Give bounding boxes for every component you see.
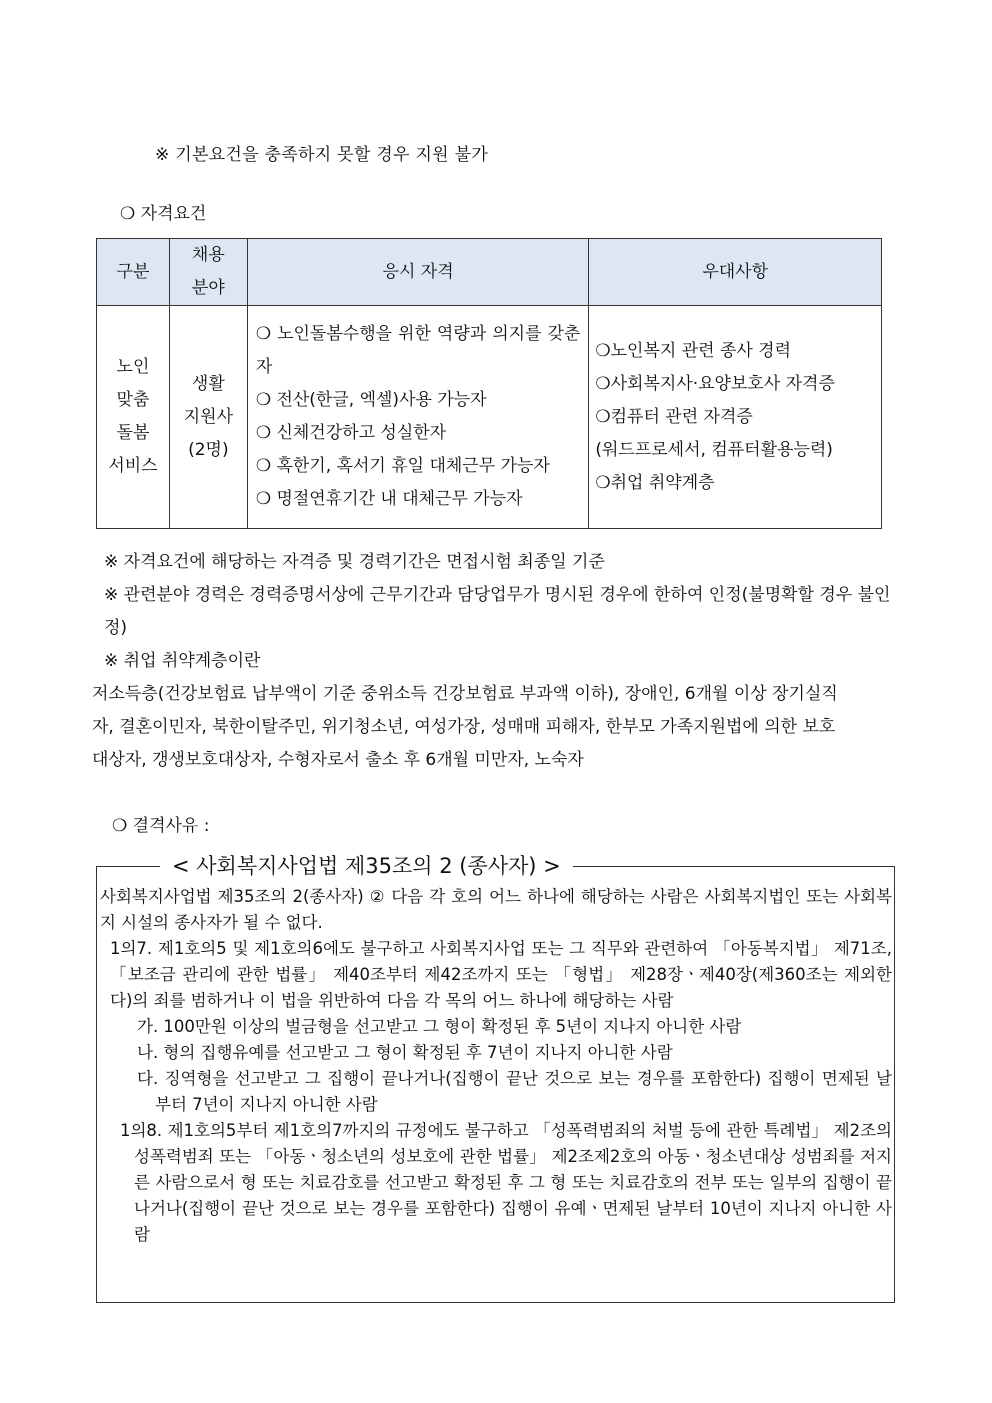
basic-requirement-note: ※ 기본요건을 충족하지 못할 경우 지원 불가 (155, 145, 489, 165)
cell-eligibility (247, 306, 589, 529)
law-box-content (100, 884, 892, 1248)
field-line: (2명) (188, 439, 229, 460)
note-certificate-basis: ※ 자격요건에 해당하는 자격증 및 경력기간은 면접시험 최종일 기준 (104, 552, 605, 572)
eligibility-item: ❍ 혹한기, 혹서기 휴일 대체근무 가능자 (255, 456, 550, 476)
category-line: 돌봄 (116, 423, 150, 443)
eligibility-item: ❍ 노인돌봄수행을 위한 역량과 의지를 갖춘자 (255, 324, 581, 377)
eligibility-item: ❍ 명절연휴기간 내 대체근무 가능자 (255, 489, 523, 509)
note-career-recognition: ※ 관련분야 경력은 경력증명서상에 근무기간과 담당업무가 명시된 경우에 한하여 인정(불명확할 경우 불인정) (104, 585, 891, 638)
header-field-line1: 채용 (191, 245, 225, 265)
preference-item: ❍노인복지 관련 종사 경력 (595, 340, 792, 361)
field-line: 생활 (191, 373, 225, 394)
category-line: 서비스 (108, 456, 158, 476)
law-subitem-b: 나. 형의 집행유예를 선고받고 그 형이 확정된 후 7년이 지나지 아니한 사람 (137, 1043, 673, 1062)
law-subitem-c: 다. 징역형을 선고받고 그 집행이 끝나거나(집행이 끝난 것으로 보는 경우를 포함한다) 집행이 면제된 날부터 7년이 지나지 아니한 사람 (137, 1069, 892, 1114)
header-preferences: 우대사항 (589, 239, 882, 306)
law-item-1-8: 1의8. 제1호의5부터 제1호의7까지의 규정에도 불구하고 「성폭력범죄의 처벌 등에 관한 특례법」 제2조의 성폭력범죄 또는 「아동ㆍ청소년의 성보호에 관한 법률」 제2조제2호의 아동ㆍ청소년대상 성범죄를 저지른 사람으로서 형 또는 치료감호를 선고받고 확정된 후 그 형 또는 치료감호의 전부 또는 일부의 집행이 끝나거나(집행이 끝난 것으로 보는 경우를 포함한다) 집행이 유예ㆍ면제된 날부터 10년이 지나지 아니한 사람 (120, 1121, 892, 1244)
preference-item: ❍컴퓨터 관련 자격증 (595, 406, 753, 427)
header-field (169, 239, 247, 306)
qualifications-table (96, 238, 882, 529)
qualifications-heading: ❍ 자격요건 (120, 204, 207, 224)
vulnerable-definition: 저소득층(건강보험료 납부액이 기준 중위소득 건강보험료 부과액 이하), 장애인, 6개월 이상 장기실직자, 결혼이민자, 북한이탈주민, 위기청소년, 여성가장, 성매매 피해자, 한부모 가족지원법에 의한 보호대상자, 갱생보호대상자, 수형자로서 출소 후 6개월 미만자, 노숙자 (92, 684, 838, 770)
preference-item: ❍사회복지사·요양보호사 자격증 (595, 373, 835, 394)
disqualification-heading: ❍ 결격사유 : (112, 816, 210, 836)
notes-block (104, 546, 894, 678)
category-line: 노인 (116, 357, 150, 377)
law-subitem-a: 가. 100만원 이상의 벌금형을 선고받고 그 형이 확정된 후 5년이 지나지 아니한 사람 (137, 1017, 742, 1036)
law-box-title: < 사회복지사업법 제35조의 2 (종사자) > (160, 850, 573, 880)
law-intro: 사회복지사업법 제35조의 2(종사자) ② 다음 각 호의 어느 하나에 해당하는 사람은 사회복지법인 또는 사회복지 시설의 종사자가 될 수 없다. (100, 887, 892, 932)
cell-field (169, 306, 247, 529)
table-row (97, 306, 882, 529)
table-header-row (97, 239, 882, 306)
preference-item: ❍취업 취약계층 (595, 472, 715, 493)
cell-preferences (589, 306, 882, 529)
eligibility-item: ❍ 전산(한글, 엑셀)사용 가능자 (255, 390, 487, 410)
header-field-line2: 분야 (191, 278, 225, 298)
field-line: 지원사 (183, 406, 233, 427)
category-line: 맞춤 (116, 390, 150, 410)
header-category: 구분 (97, 239, 170, 306)
preference-item: (워드프로세서, 컴퓨터활용능력) (595, 439, 833, 460)
header-eligibility: 응시 자격 (247, 239, 589, 306)
eligibility-item: ❍ 신체건강하고 성실한자 (255, 423, 447, 443)
note-vulnerable-heading: ※ 취업 취약계층이란 (104, 651, 261, 671)
law-item-1-7: 1의7. 제1호의5 및 제1호의6에도 불구하고 사회복지사업 또는 그 직무와 관련하여 「아동복지법」 제71조, 「보조금 관리에 관한 법률」 제40조부터 제42조까지 또는 「형법」 제28장ㆍ제40장(제360조는 제외한다)의 죄를 범하거나 이 법을 위반하여 다음 각 목의 어느 하나에 해당하는 사람 (110, 939, 892, 1010)
cell-category (97, 306, 170, 529)
